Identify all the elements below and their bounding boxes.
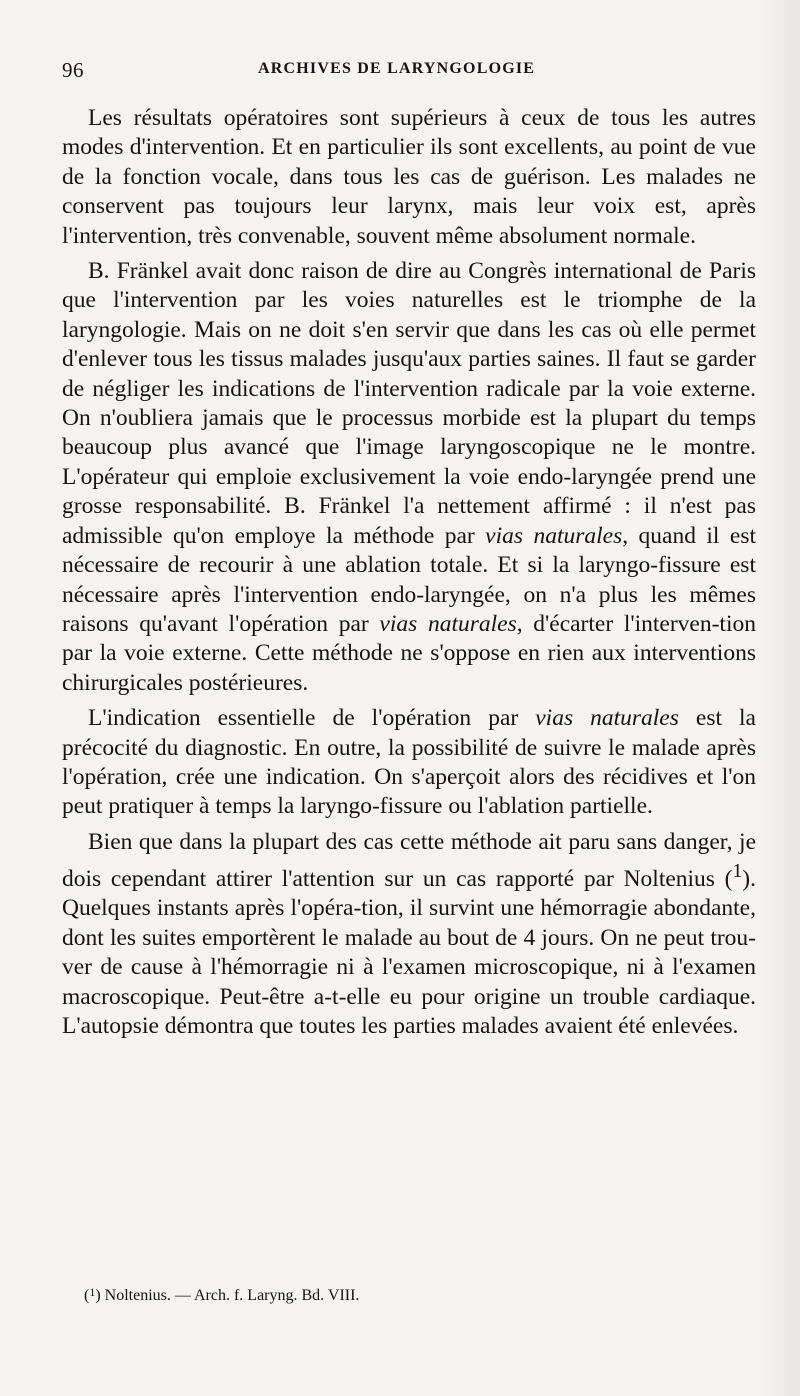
footnote-reference: 1 [732,861,743,883]
paragraph-text: L'indication essentielle de l'opération par [88,705,536,732]
footnote-text: Noltenius. — Arch. f. Laryng. Bd. VIII. [100,1287,360,1304]
latin-term: vias naturales [379,610,517,637]
footnote: ($^1$) Noltenius. — Arch. f. Laryng. Bd. VIII. [84,1285,360,1304]
paragraph-text: , quand il est nécessaire de recourir à une ablation totale. Et si la laryngo-fissure est nécessaire après l'intervention endo-laryngée, on n'a plus les mêmes raisons qu'avant l'opération par [62,522,757,637]
paragraph-text: Les résultats opératoires sont supérieurs à ceux de tous les autres modes d'intervention. Et en particulier ils sont excellents, au point de vue de la fonction vocale, dans tous les cas de guérison. Les malades ne conservent pas toujours leur larynx, mais leur voix est, après l'intervention, très convenable, souvent même absolument normale. [62,105,756,249]
paragraph-indication [62,704,756,822]
paragraph-frankel [62,257,756,698]
paragraph-text: , d'écarter l'interven-tion par la voie externe. Cette méthode ne s'oppose en rien aux interventions chirurgicales postérieures. [62,610,756,696]
paragraph-text: Bien que dans la plupart des cas cette méthode ait paru sans danger, je dois cependant attirer l'attention sur un cas rapporté par Noltenius ( [62,828,756,892]
paragraph-noltenius-case [62,828,756,1042]
paragraph-text: B. Fränkel avait donc raison de dire au Congrès international de Paris que l'intervention par les voies naturelles est le triomphe de la laryngologie. Mais on ne doit s'en servir que dans les cas où elle permet d'enlever tous les tissus malades jusqu'aux parties saines. Il faut se garder de négliger les indications de l'intervention radicale par la voie externe. On n'oubliera jamais que le processus morbide est la plupart du temps beaucoup plus avancé que l'image laryngoscopique ne le montre. L'opérateur qui emploie exclusivement la voie endo-laryngée prend une grosse responsabilité. B. Fränkel l'a nettement affirmé : il n'est pas admissible qu'on employe la méthode par [62,258,756,549]
paragraph-text: ). Quelques instants après l'opéra-tion, il survint une hémorragie abondante, dont les suites emportèrent le malade au bout de 4 jours. On ne peut trou-ver de cause à l'hémorragie ni à l'examen microscopique, ni à l'examen macroscopique. Peut-être a-t-elle eu pour origine un trouble cardiaque. L'autopsie démontra que toutes les parties malades avaient été enlevées. [62,865,756,1040]
latin-term: vias naturales [535,705,679,732]
footnote-marker: 1 [89,1285,96,1299]
paragraph-results [62,104,756,251]
journal-title: ARCHIVES DE LARYNGOLOGIE [258,60,536,77]
paragraph-text: est la précocité du diagnostic. En outre, la possibilité de suivre le malade après l'opération, crée une indication. On s'aperçoit alors des récidives et l'on peut pratiquer à temps la laryngo-fissure ou l'ablation partielle. [62,705,756,820]
body-text [62,104,756,1041]
page-edge-shadow [760,0,800,1396]
running-head [62,58,762,86]
latin-term: vias naturales [485,522,623,549]
page-number: 96 [62,58,84,82]
